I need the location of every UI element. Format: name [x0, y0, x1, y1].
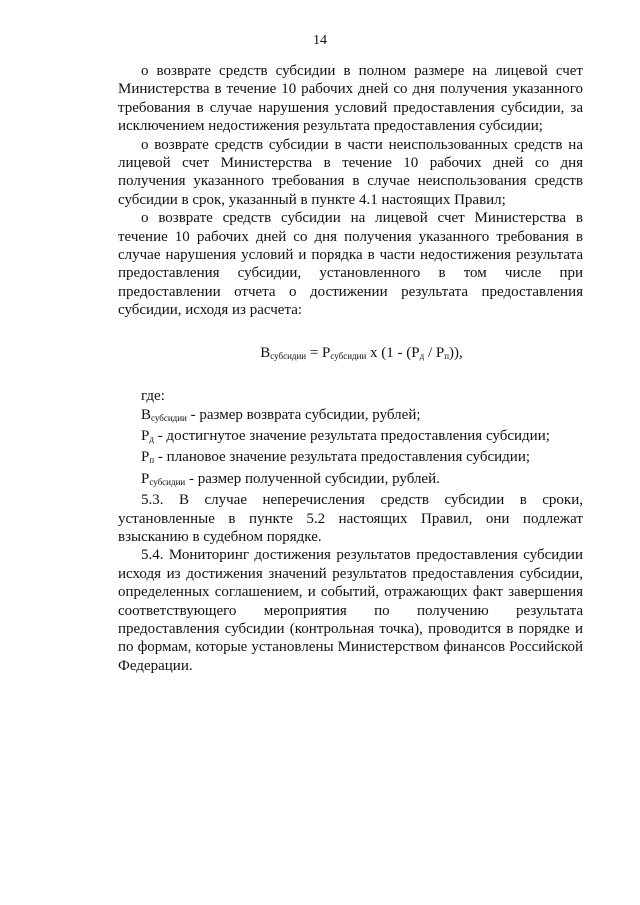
paragraph-full-refund: о возврате средств субсидии в полном размере на лицевой счет Министерства в течение 10 рабочих дней со дня получения указанного требования в случае нарушения условий предоставления субсидии, за исключением недостижения результата предоставления субсидии;: [118, 63, 583, 135]
page-number: 14: [313, 33, 327, 48]
legend-item: $Р_{субсидии}$ - размер полученной субсидии, рублей.: [141, 470, 440, 487]
legend-item: $В_{субсидии}$ - размер возврата субсидии, рублей;: [141, 406, 421, 423]
formula-lhs-sub: субсидии: [270, 350, 307, 361]
formula-tail: )),: [449, 344, 463, 361]
formula-eq: = Р: [306, 344, 331, 361]
formula-p2-sub: п: [444, 350, 450, 361]
formula-d-sub: д: [419, 350, 425, 361]
formula-p-sub: субсидии: [330, 350, 367, 361]
paragraph-unused-funds-refund: о возврате средств субсидии в части неиспользованных средств на лицевой счет Министерства в течение 10 рабочих дней со дня получения указанного требования в случае неиспользования средств субсидии в срок, указанный в пункте 4.1 настоящих Правил;: [118, 136, 583, 208]
legend-item: $Р_п$ - плановое значение результата предоставления субсидии;: [141, 449, 531, 466]
paragraph-5-4: 5.4. Мониторинг достижения результатов предоставления субсидии исходя из достижения значений результатов предоставления субсидии, определенных соглашением, и событий, отражающих факт завершения соответствующего мероприятия по получению результата предоставления субсидии (контрольная точка), проводится в порядке и по формам, которые установлены Министерством финансов Российской Федерации.: [118, 547, 583, 674]
legend-item: $Р_д$ - достигнутое значение результата предоставления субсидии;: [141, 427, 550, 444]
formula-x-part: х (1 - (Р: [366, 344, 420, 361]
formula-legend: [141, 406, 583, 492]
refund-formula: [118, 344, 583, 365]
formula-lhs: В: [260, 344, 271, 361]
paragraph-result-not-achieved-refund: о возврате средств субсидии на лицевой счет Министерства в течение 10 рабочих дней со дня получения указанного требования в случае нарушения условий и порядка в части недостижения результата предоставления субсидии, установленного в том числе при предоставлении отчета о достижении результата предоставления субсидии, исходя из расчета:: [118, 210, 583, 319]
where-label: где:: [141, 388, 165, 405]
paragraph-5-3: 5.3. В случае неперечисления средств субсидии в сроки, установленные в пункте 5.2 настоящих Правил, они подлежат взысканию в судебном порядке.: [118, 492, 583, 545]
document-body: [118, 62, 583, 675]
formula-slash: / Р: [424, 344, 445, 361]
